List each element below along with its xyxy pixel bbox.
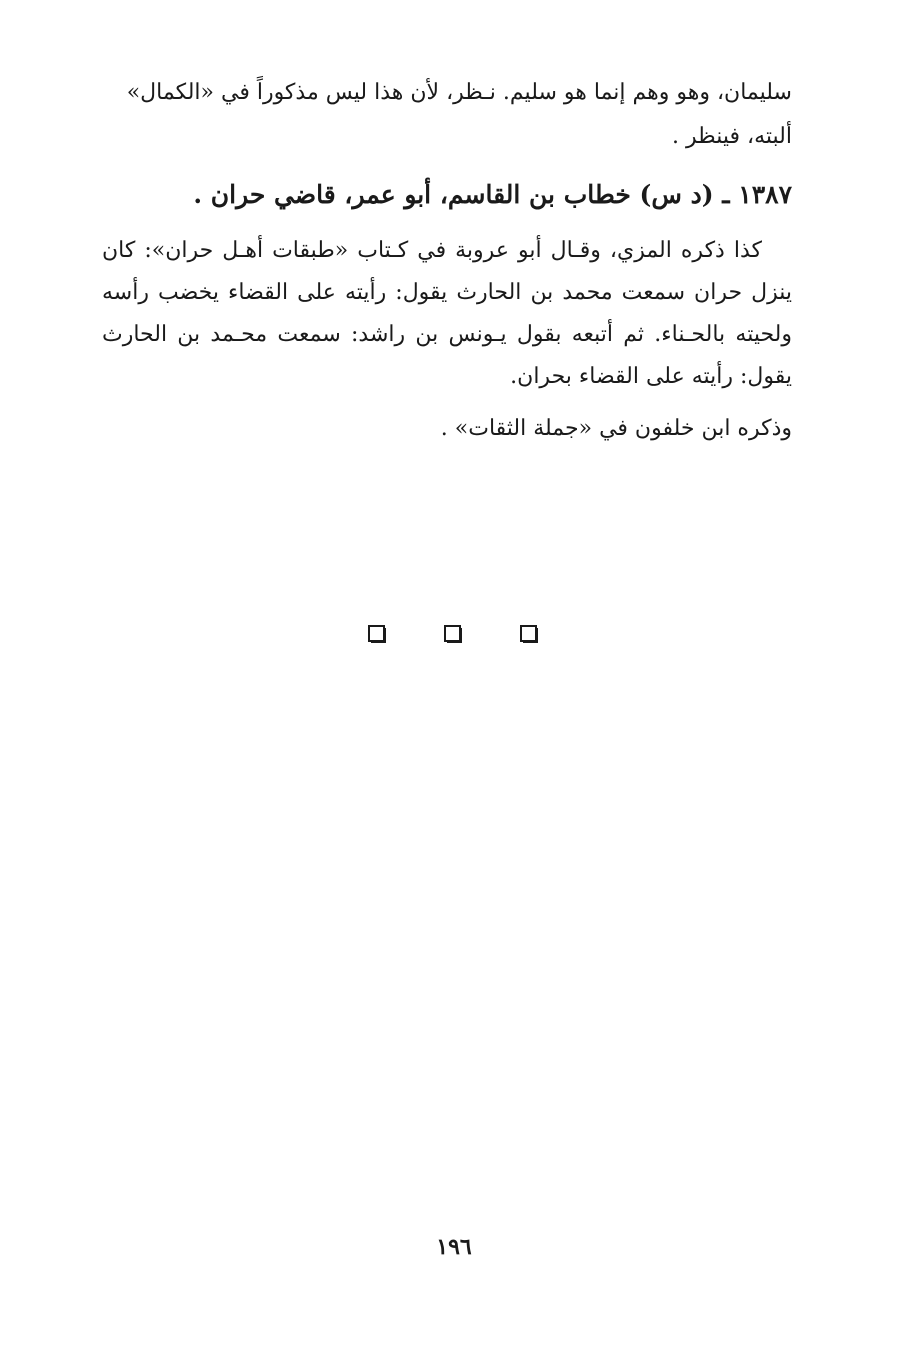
entry-paragraph-2: وذكره ابن خلفون في «جملة الثقات» .	[440, 416, 792, 441]
page-number: ١٩٦	[436, 1234, 472, 1260]
entry-heading: ١٣٨٧ ـ (د س) خطاب بن القاسم، أبو عمر، قاضي حران .	[193, 180, 792, 209]
section-separator	[368, 624, 540, 646]
square-ornament-icon	[368, 625, 388, 645]
entry-paragraph-1: كذا ذكره المزي، وقـال أبو عروبة في كـتاب «طبقات أهـل حران»: كان ينزل حران سمعت محمد بن الحارث يقول: رأيته على القضاء يخضب رأسه ولحيته بالحـناء. ثم أتبعه بقول يـونس بن راشد: سمعت محـمد بن الحارث يقول: رأيته على القضاء بحران.	[102, 238, 792, 389]
square-ornament-icon	[520, 625, 540, 645]
square-ornament-icon	[444, 625, 464, 645]
continuation-line-2: ألبته، فينظر .	[672, 124, 792, 149]
continuation-line-1: سليمان، وهو وهم إنما هو سليم. نـظر، لأن هذا ليس مذكوراً في «الكمال»	[126, 80, 792, 105]
